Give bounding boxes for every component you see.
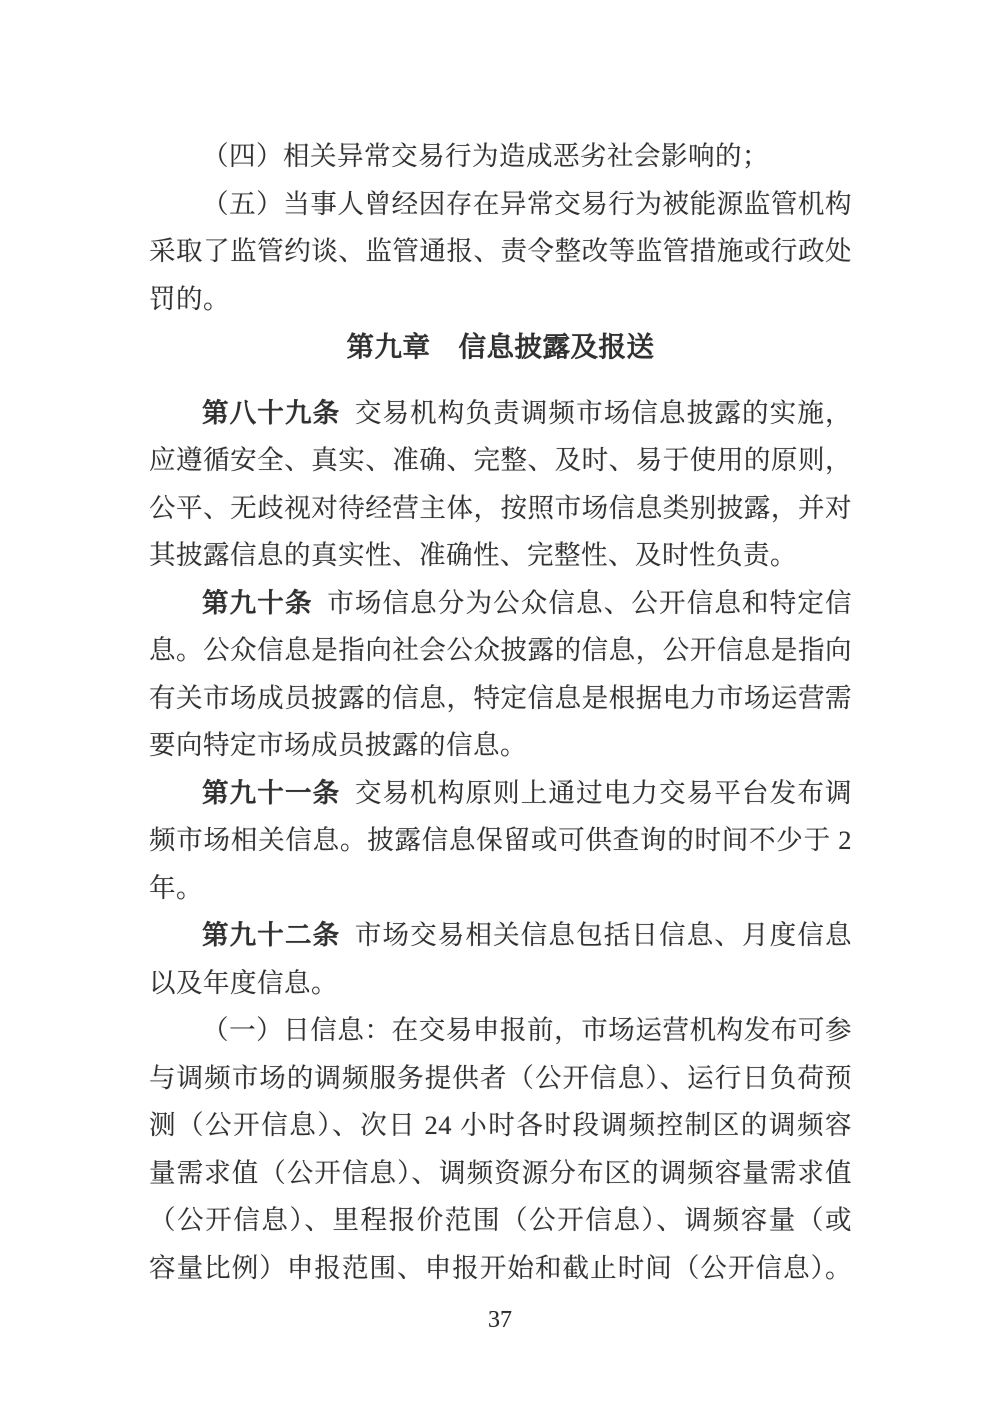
text-line [149, 390, 852, 438]
article-number: 第九十条 [202, 587, 313, 618]
text-line: 年。 [149, 872, 203, 903]
text-line [149, 770, 852, 818]
text-line: 测（公开信息）、次日 24 小时各时段调频控制区的调频容 [149, 1110, 852, 1140]
text-line: 容量比例）申报范围、申报开始和截止时间（公开信息）。 [149, 1252, 852, 1283]
article-text: 市场信息分为公众信息、公开信息和特定信 [327, 587, 852, 618]
text-line: 要向特定市场成员披露的信息。 [149, 730, 527, 760]
page-number: 37 [488, 1307, 512, 1333]
article-number: 第九十一条 [202, 777, 341, 808]
article-text: 交易机构原则上通过电力交易平台发布调 [354, 777, 852, 808]
text-line: 有关市场成员披露的信息，特定信息是根据电力市场运营需 [149, 682, 852, 713]
text-line: （公开信息）、里程报价范围（公开信息）、调频容量（或 [149, 1205, 852, 1235]
article-number: 第九十二条 [202, 920, 341, 950]
text-line: 频市场相关信息。披露信息保留或可供查询的时间不少于 2 [149, 825, 852, 855]
text-line: （四）相关异常交易行为造成恶劣社会影响的； [202, 141, 769, 171]
document-body [149, 133, 852, 1292]
text-line: 量需求值（公开信息）、调频资源分布区的调频容量需求值 [149, 1157, 852, 1188]
text-line: 罚的。 [149, 283, 230, 314]
article-text: 交易机构负责调频市场信息披露的实施， [354, 397, 852, 428]
text-line [149, 912, 852, 960]
text-line [149, 580, 852, 628]
text-line: 公平、无歧视对待经营主体，按照市场信息类别披露，并对 [149, 492, 852, 523]
text-line: 应遵循安全、真实、准确、完整、及时、易于使用的原则， [149, 445, 852, 475]
article-text: 市场交易相关信息包括日信息、月度信息 [354, 920, 852, 950]
text-line: 与调频市场的调频服务提供者（公开信息）、运行日负荷预 [149, 1062, 852, 1093]
text-line: （五）当事人曾经因存在异常交易行为被能源监管机构 [202, 188, 852, 219]
text-line: 其披露信息的真实性、准确性、完整性、及时性负责。 [149, 540, 797, 570]
text-line: （一）日信息：在交易申报前，市场运营机构发布可参 [202, 1015, 852, 1045]
text-line: 采取了监管约谈、监管通报、责令整改等监管措施或行政处 [149, 236, 852, 266]
text-line: 息。公众信息是指向社会公众披露的信息，公开信息是指向 [149, 635, 852, 665]
text-line: 以及年度信息。 [149, 967, 338, 998]
chapter-heading: 第九章 信息披露及报送 [346, 331, 655, 362]
article-number: 第八十九条 [202, 397, 341, 428]
